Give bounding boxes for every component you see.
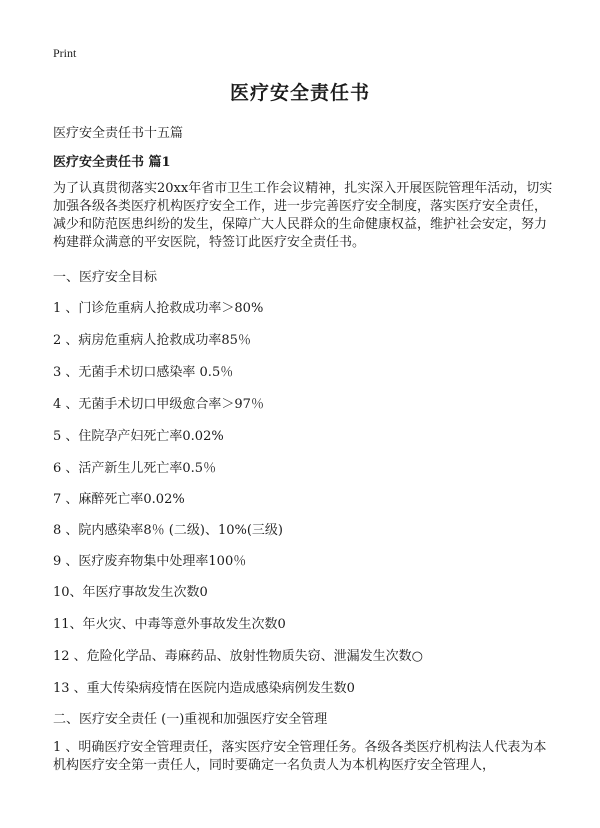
document-subtitle: 医疗安全责任书十五篇 [53, 126, 184, 141]
goal-item: 12 、危险化学品、毒麻药品、放射性物质失窃、泄漏发生次数○ [53, 649, 424, 664]
goal-item: 11、年火灾、中毒等意外事故发生次数0 [53, 617, 286, 632]
goal-item: 9 、医疗废弃物集中处理率100％ [53, 554, 247, 569]
goal-item: 10、年医疗事故发生次数0 [53, 585, 208, 600]
goal-item: 1 、门诊危重病人抢救成功率＞80% [53, 301, 264, 316]
section-heading: 医疗安全责任书 篇1 [53, 155, 171, 170]
goal-item: 5 、住院孕产妇死亡率0.02% [53, 429, 224, 444]
responsibility-heading: 二、医疗安全责任 (一)重视和加强医疗安全管理 [53, 712, 328, 727]
goal-item: 7 、麻醉死亡率0.02% [53, 492, 185, 507]
document-title: 医疗安全责任书 [229, 82, 370, 104]
goals-heading: 一、医疗安全目标 [53, 270, 158, 285]
goal-item: 2 、病房危重病人抢救成功率85％ [53, 333, 251, 348]
goal-item: 8 、院内感染率8％ (二级)、10%(三级) [53, 523, 283, 538]
goal-item: 3 、无菌手术切口感染率 0.5％ [53, 365, 234, 380]
responsibility-paragraph: 1 、明确医疗安全管理责任，落实医疗安全管理任务。各级各类医疗机构法人代表为本机构医疗安全第一责任人，同时要确定一名负责人为本机构医疗安全管理人， [53, 740, 547, 773]
goal-item: 4 、无菌手术切口甲级愈合率＞97％ [53, 397, 264, 412]
goal-item: 6 、活产新生儿死亡率0.5％ [53, 461, 217, 476]
print-link[interactable]: Print [53, 46, 77, 60]
intro-paragraph: 为了认真贯彻落实20xx年省市卫生工作会议精神，扎实深入开展医院管理年活动，切实加强各级各类医疗机构医疗安全工作，进一步完善医疗安全制度，落实医疗安全责任，减少和防范医患纠纷的发生，保障广大人民群众的生命健康权益，维护社会安定，努力构建群众满意的平安医院，特签订此医疗安全责任书。 [53, 181, 553, 250]
goal-item: 13 、重大传染病疫情在医院内造成感染病例发生数0 [53, 681, 355, 696]
